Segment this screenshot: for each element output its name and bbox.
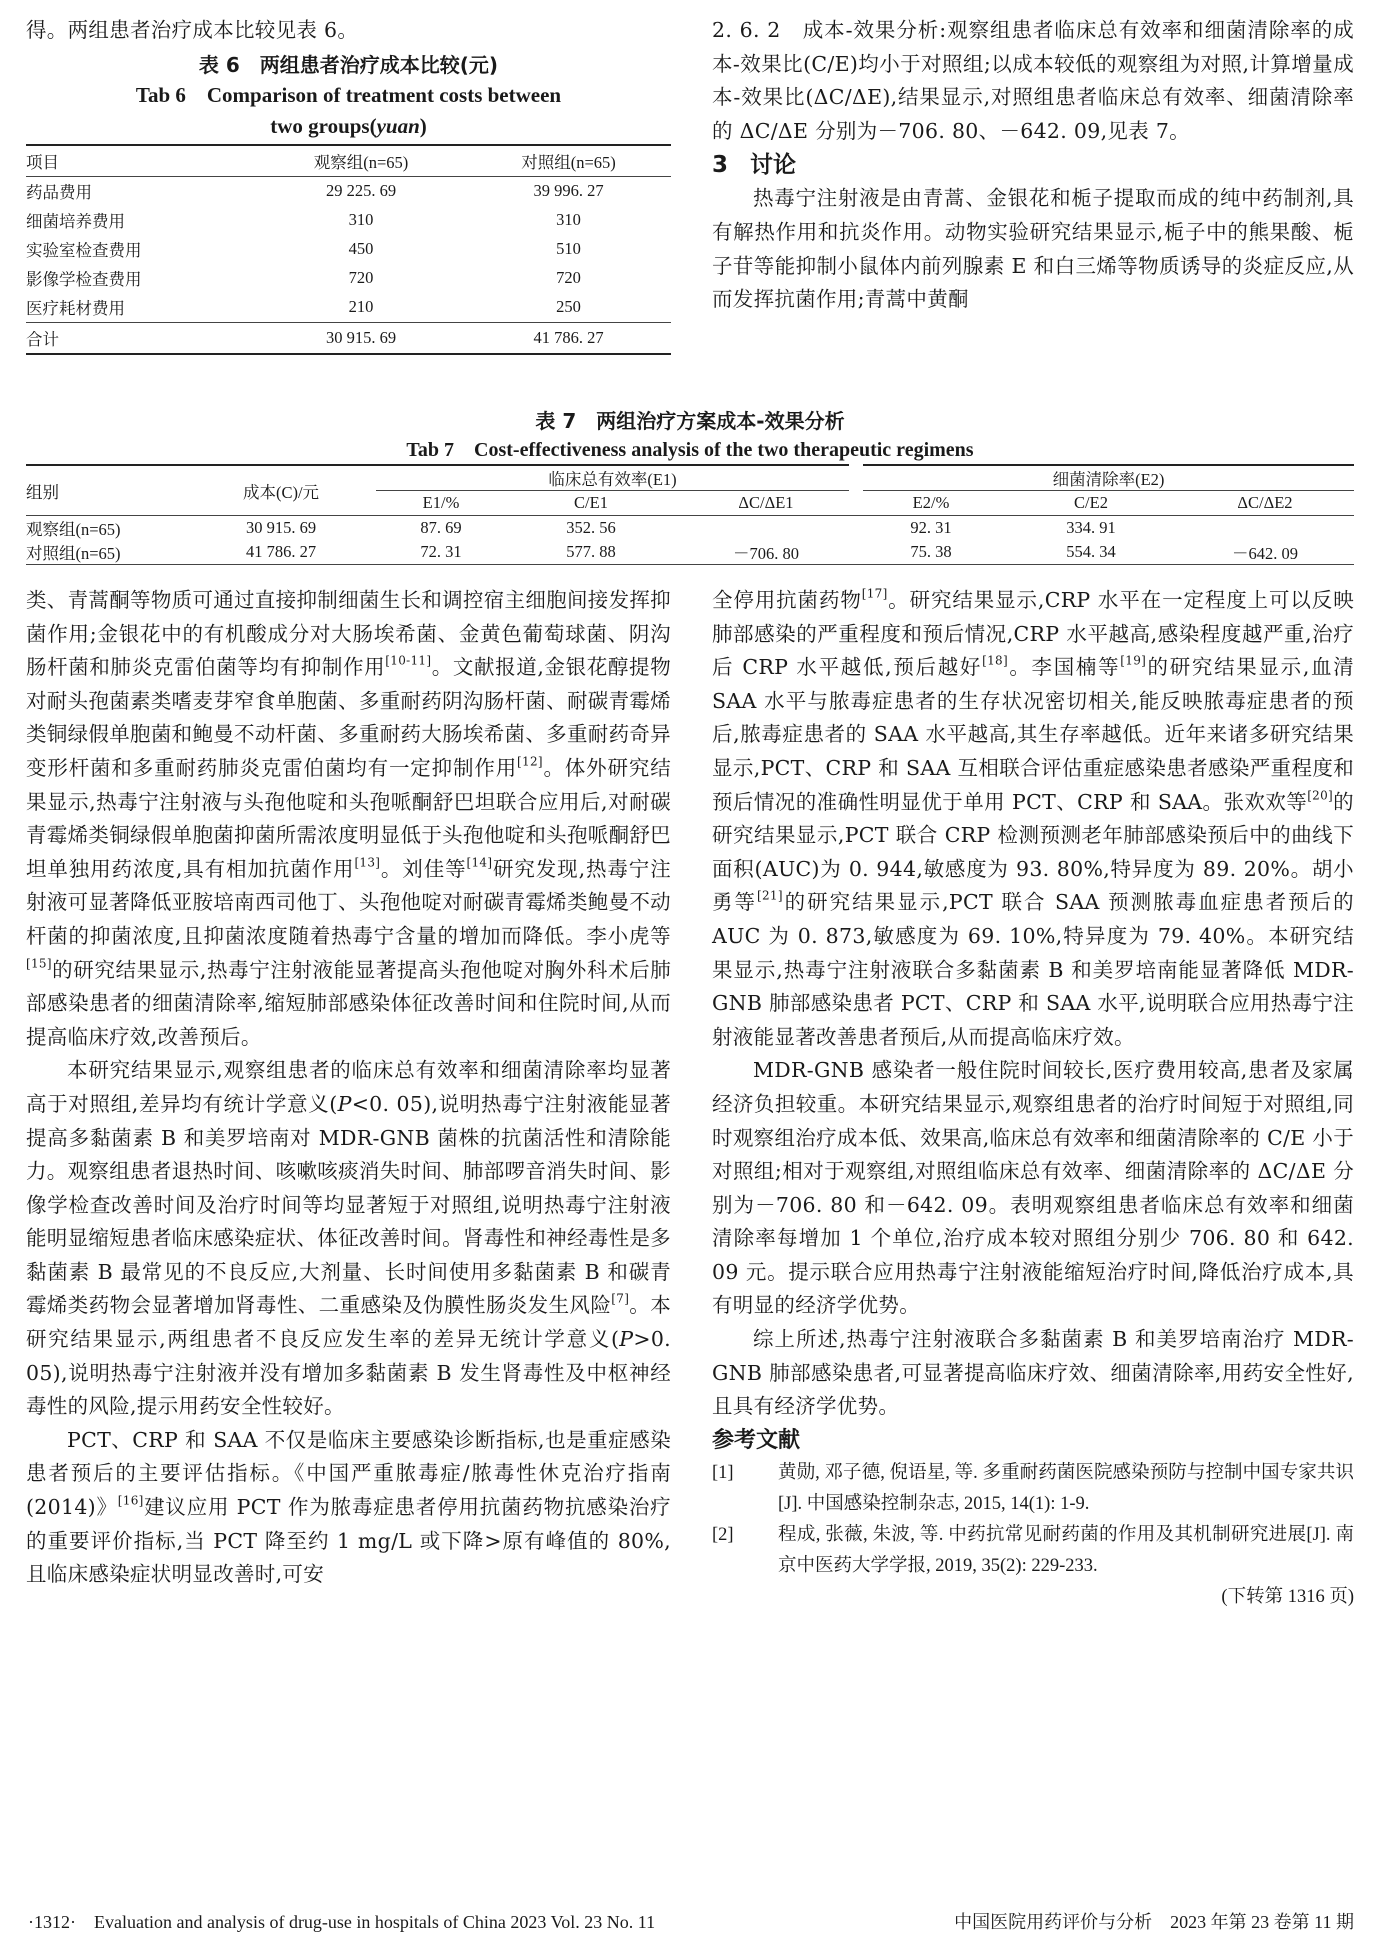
citation: [13]: [354, 855, 381, 870]
reference-number: [1]: [712, 1462, 734, 1483]
reference-text: 程成, 张薇, 朱波, 等. 中药抗常见耐药菌的作用及其机制研究进展[J]. 南京中医药大学学报, 2019, 35(2): 229-233.: [778, 1524, 1354, 1576]
section-3-heading: [712, 148, 1354, 182]
table-row: [26, 293, 671, 323]
cell-observation: 29 225. 69: [325, 181, 397, 201]
text: 。李国楠等: [1007, 655, 1121, 680]
table-row: [26, 516, 1354, 541]
reference-item: [712, 1520, 1354, 1582]
cell-dce2: －642. 09: [1176, 540, 1354, 565]
discussion-paragraph-3: [26, 1424, 671, 1592]
cell-e1: 87. 69: [420, 518, 462, 537]
table7: [26, 464, 1354, 565]
caption-suffix: ): [419, 113, 427, 138]
section-number: 3: [712, 152, 729, 179]
discussion-paragraph-4: MDR-GNB 感染者一般住院时间较长,医疗费用较高,患者及家属经济负担较重。本研究结果显示,观察组患者的治疗时间短于对照组,同时观察组治疗成本低、效果高,临床总有效率和细菌清除率的 C/E 小于对照组;相对于观察组,对照组临床总有效率、细菌清除率的 ΔC/ΔE 分别为－706. 80 和－642. 09。表明观察组患者临床总有效率和细菌清除率每增加 1 个单位,治疗成本较对照组分别少 706. 80 和 642. 09 元。提示联合应用热毒宁注射液能缩短治疗时间,降低治疗成本,具有明显的经济学优势。: [712, 1058, 1354, 1318]
p-value-symbol: P: [337, 1091, 352, 1116]
cell-e2: 75. 38: [856, 540, 1006, 565]
table6-header-item: 项目: [26, 145, 256, 177]
text: PCT、CRP 和 SAA 不仅是临床主要感染诊断指标,也是重症感染患者预后的主要评估指标。《中国严重脓毒症/脓毒性休克治疗指南(2014)》: [26, 1427, 671, 1520]
table6-caption-en-line2: [26, 111, 671, 142]
table7-sub-e1: E1/%: [376, 491, 506, 516]
citation: [7]: [611, 1291, 630, 1306]
discussion-paragraph-1-cont: [26, 584, 671, 1054]
discussion-paragraph-2: [26, 1054, 671, 1424]
citation: [12]: [517, 754, 543, 769]
cell-item: 药品费用: [26, 183, 92, 203]
cell-control: 41 786. 27: [466, 322, 671, 354]
cell-ce1: 352. 56: [566, 518, 616, 537]
cell-item: 医疗耗材费用: [26, 299, 125, 319]
cell-control: 510: [556, 239, 581, 259]
table-row: [26, 206, 671, 235]
cell-dce1: －706. 80: [676, 540, 856, 565]
right-column-bottom: [712, 584, 1354, 1612]
cell-observation: 310: [348, 210, 374, 230]
table6: [26, 144, 671, 355]
text: 。文献报道,金银花醇提物对耐头孢菌素类嗜麦芽窄食单胞菌、多重耐药阴沟肠杆菌、耐碳青霉烯类铜绿假单胞菌和鲍曼不动杆菌、多重耐药大肠埃希菌、多重耐药奇异变形杆菌和多重耐药肺炎克雷伯菌均有一定抑制作用: [26, 655, 671, 780]
reference-number: [2]: [712, 1524, 734, 1545]
citation: [10-11]: [385, 653, 432, 668]
section-title: 讨论: [750, 152, 797, 179]
cell-item: 影像学检查费用: [26, 270, 142, 290]
cell-group: 观察组(n=65): [26, 520, 121, 539]
table6-caption-en-line1: Tab 6 Comparison of treatment costs between: [135, 82, 562, 107]
citation: [15]: [26, 955, 52, 970]
table7-sub-ce1: C/E1: [506, 491, 676, 516]
table-row: [26, 540, 1354, 565]
table7-sub-ce2: C/E2: [1006, 491, 1176, 516]
text: 。刘佳等: [380, 856, 467, 881]
table6-total-row: [26, 322, 671, 354]
cell-observation: 450: [348, 239, 374, 259]
table6-header-row: [26, 145, 671, 177]
cell-e2: 92. 31: [910, 518, 952, 537]
text: 全停用抗菌药物: [712, 588, 862, 612]
left-column-bottom: [26, 584, 671, 1592]
text: 。本研究结果显示,两组患者不良反应发生率的差异无统计学意义(: [26, 1293, 671, 1352]
cell-ce1: 577. 88: [506, 540, 676, 565]
citation: [19]: [1120, 653, 1147, 668]
cell-control: 39 996. 27: [533, 181, 604, 201]
table6-caption-cn: 表 6 两组患者治疗成本比较(元): [198, 52, 499, 77]
section-2-6-2: 2. 6. 2 成本-效果分析:观察组患者临床总有效率和细菌清除率的成本-效果比(C/E)均小于对照组;以成本较低的观察组为对照,计算增量成本-效果比(ΔC/ΔE),结果显示,对照组患者临床总有效率、细菌清除率的 ΔC/ΔE 分别为－706. 80、－642. 09,见表 7。: [712, 18, 1354, 143]
table7-header-cost: 成本(C)/元: [186, 465, 376, 516]
text: >0. 05),说明热毒宁注射液并没有增加多黏菌素 B 发生肾毒性及中枢神经毒性的风险,提示用药安全性较好。: [26, 1327, 671, 1419]
text: <0. 05),说明热毒宁注射液能显著提高多黏菌素 B 和美罗培南对 MDR-GNB 菌株的抗菌活性和清除能力。观察组患者退热时间、咳嗽咳痰消失时间、肺部啰音消失时间、影像学检查改善时间及治疗时间等均显著短于对照组,说明热毒宁注射液能明显缩短患者临床感染症状、体征改善时间。肾毒性和神经毒性是多黏菌素 B 最常见的不良反应,大剂量、长时间使用多黏菌素 B 和碳青霉烯类药物会显著增加肾毒性、二重感染及伪膜性肠炎发生风险: [26, 1091, 671, 1318]
citation: [21]: [757, 888, 783, 903]
cell-observation: 30 915. 69: [256, 322, 466, 354]
cell-item: 细菌培养费用: [26, 212, 125, 232]
cell-ce2: 334. 91: [1066, 518, 1116, 537]
intro-line: 得。两组患者治疗成本比较见表 6。: [26, 18, 359, 42]
cell-dce2: [1176, 516, 1354, 541]
text: 建议应用 PCT 作为脓毒症患者停用抗菌药物抗感染治疗的重要评价指标,当 PCT 降至约 1 mg/L 或下降>原有峰值的 80%,且临床感染症状明显改善时,可安: [26, 1495, 671, 1587]
citation: [20]: [1307, 787, 1334, 802]
table7-sub-e2: E2/%: [856, 491, 1006, 516]
table7-header-row-1: [26, 465, 1354, 491]
table7-block: [26, 404, 1354, 565]
text: 。研究结果显示,CRP 水平在一定程度上可以反映肺部感染的严重程度和预后情况,CRP 水平越高,感染程度越严重,治疗后 CRP 水平越低,预后越好: [712, 588, 1354, 680]
reference-text: 黄勋, 邓子德, 倪语星, 等. 多重耐药菌医院感染预防与控制中国专家共识[J]. 中国感染控制杂志, 2015, 14(1): 1-9.: [778, 1462, 1354, 1514]
table6-header-control: 对照组(n=65): [466, 145, 671, 177]
text: 本研究结果显示,观察组患者的临床总有效率和细菌清除率均显著高于对照组,差异均有统计学意义(: [26, 1058, 671, 1116]
citation: [17]: [861, 586, 888, 601]
cell-ce2: 554. 34: [1006, 540, 1176, 565]
continued-note: (下转第 1316 页): [1221, 1586, 1354, 1607]
table7-header-e2-group: 细菌清除率(E2): [856, 465, 1354, 491]
text: 研究发现,热毒宁注射液可显著降低亚胺培南西司他丁、头孢他啶对耐碳青霉烯类鲍曼不动杆菌的抑菌浓度,且抑菌浓度随着热毒宁含量的增加而降低。李小虎等: [26, 856, 671, 948]
discussion-paragraph-3-cont: [712, 584, 1354, 1054]
table7-caption-en: Tab 7 Cost-effectiveness analysis of the two therapeutic regimens: [406, 439, 974, 461]
cell-control: 310: [556, 210, 581, 230]
caption-italic: yuan: [376, 113, 420, 138]
citation: [16]: [117, 1493, 144, 1508]
text: 的研究结果显示,PCT 联合 CRP 检测预测老年肺部感染预后中的曲线下面积(AUC)为 0. 944,敏感度为 93. 80%,特异度为 89. 20%。胡小勇等: [712, 789, 1354, 915]
text: 类、青蒿酮等物质可通过直接抑制细菌生长和调控宿主细胞间接发挥抑菌作用;金银花中的有机酸成分对大肠埃希菌、金黄色葡萄球菌、阴沟肠杆菌和肺炎克雷伯菌等均有抑制作用: [26, 588, 671, 680]
text: 的研究结果显示,热毒宁注射液能显著提高头孢他啶对胸外科术后肺部感染患者的细菌清除率,缩短肺部感染体征改善时间和住院时间,从而提高临床疗效,改善预后。: [26, 957, 671, 1049]
right-column-top: [712, 14, 1354, 317]
references-heading: 参考文献: [712, 1427, 801, 1453]
table7-header-group: 组别: [26, 465, 186, 516]
left-column-top: [26, 14, 671, 355]
cell-control: 250: [556, 297, 581, 317]
citation: [18]: [982, 653, 1008, 668]
cell-control: 720: [556, 268, 581, 288]
cell-observation: 720: [348, 268, 374, 288]
table7-sub-dce1: ΔC/ΔE1: [676, 491, 856, 516]
table7-sub-dce2: ΔC/ΔE2: [1176, 491, 1354, 516]
text: 的研究结果显示,PCT 联合 SAA 预测脓毒血症患者预后的 AUC 为 0. 873,敏感度为 69. 10%,特异度为 79. 40%。本研究结果显示,热毒宁注射液联合多黏菌素 B 和美罗培南能显著降低 MDR-GNB 肺部感染患者 PCT、CRP 和 SAA 水平,说明联合应用热毒宁注射液能显著改善患者预后,从而提高临床疗效。: [712, 890, 1354, 1049]
cell-cost: 41 786. 27: [186, 540, 376, 565]
cell-dce1: [676, 516, 856, 541]
caption-prefix: two groups(: [270, 113, 377, 138]
table-row: [26, 176, 671, 206]
text: 。体外研究结果显示,热毒宁注射液与头孢他啶和头孢哌酮舒巴坦联合应用后,对耐碳青霉烯类铜绿假单胞菌抑菌所需浓度明显低于头孢他啶和头孢哌酮舒巴坦单独用药浓度,具有相加抗菌作用: [26, 755, 671, 881]
reference-item: [712, 1458, 1354, 1520]
cell-group: 对照组(n=65): [26, 540, 186, 565]
cell-item: 实验室检查费用: [26, 241, 142, 261]
discussion-paragraph-1: 热毒宁注射液是由青蒿、金银花和栀子提取而成的纯中药制剂,具有解热作用和抗炎作用。动物实验研究结果显示,栀子中的熊果酸、栀子苷等能抑制小鼠体内前列腺素 E 和白三烯等物质诱导的炎症反应,从而发挥抗菌作用;青蒿中黄酮: [712, 186, 1354, 312]
table6-header-observation: 观察组(n=65): [256, 145, 466, 177]
citation: [14]: [466, 855, 493, 870]
footer-right: 中国医院用药评价与分析 2023 年第 23 卷第 11 期: [954, 1912, 1354, 1932]
cell-e1: 72. 31: [376, 540, 506, 565]
text: 的研究结果显示,血清 SAA 水平与脓毒症患者的生存状况密切相关,能反映脓毒症患者的预后,脓毒症患者的 SAA 水平越高,其生存率越低。近年来诸多研究结果显示,PCT、CRP 和 SAA 互相联合评估重症感染患者感染严重程度和预后情况的准确性明显优于单用 PCT、CRP 和 SAA。张欢欢等: [712, 655, 1355, 814]
conclusion-paragraph: 综上所述,热毒宁注射液联合多黏菌素 B 和美罗培南治疗 MDR-GNB 肺部感染患者,可显著提高临床疗效、细菌清除率,用药安全性好,且具有经济学优势。: [712, 1327, 1354, 1419]
table7-header-e1-group: 临床总有效率(E1): [376, 465, 856, 491]
p-value-symbol: P: [619, 1327, 634, 1352]
table-row: [26, 235, 671, 264]
footer-left: ·1312· Evaluation and analysis of drug-use in hospitals of China 2023 Vol. 23 No. 11: [28, 1912, 656, 1932]
cell-cost: 30 915. 69: [245, 518, 317, 537]
table-row: [26, 264, 671, 293]
cell-item: 合计: [26, 322, 256, 354]
cell-observation: 210: [348, 297, 374, 317]
table7-caption-cn: 表 7 两组治疗方案成本-效果分析: [535, 409, 845, 433]
